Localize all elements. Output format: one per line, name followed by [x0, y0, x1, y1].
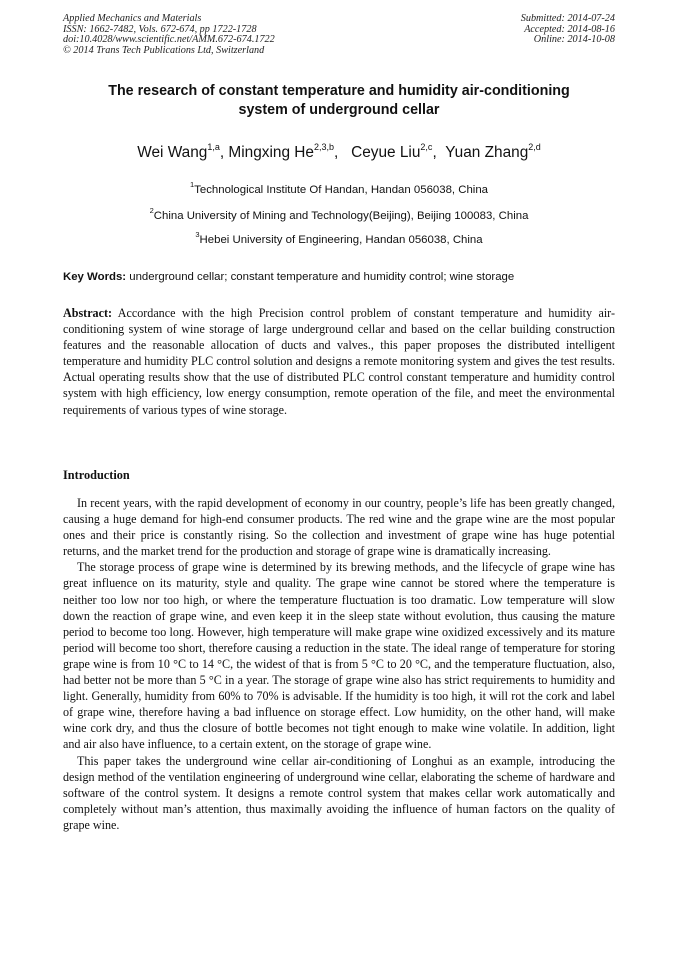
copyright-line: © 2014 Trans Tech Publications Ltd, Switzerland: [63, 44, 265, 56]
affiliation: [63, 231, 615, 246]
author-name: Yuan Zhang: [445, 144, 529, 162]
author-separator: ,: [334, 144, 352, 162]
keywords-section: [63, 271, 615, 283]
affiliation: [63, 207, 615, 222]
keywords-label: Key Words:: [63, 271, 127, 283]
affiliation-marker: 2: [149, 206, 154, 215]
accepted-date: Accepted: 2014-08-16: [524, 23, 615, 35]
introduction-body: [63, 495, 615, 833]
paragraph: This paper takes the underground wine cellar air-conditioning of Longhui as an example, introducing the design method of the ventilation engineering of underground wine cellar, elaborating the scheme of hardware and software of the control system. It designs a remote control system that makes cellar work automatically and completely without man’s attention, thus maximally avoiding the influence of human factors on the quality of grape wine.: [63, 753, 615, 832]
abstract-section: [63, 305, 615, 418]
author: [137, 143, 220, 162]
journal-name: Applied Mechanics and Materials: [63, 13, 202, 24]
author-list: [63, 143, 615, 162]
author-affil-marker: 2,3,b: [313, 142, 334, 152]
author-name: Ceyue Liu: [351, 144, 421, 162]
issn-line: ISSN: 1662-7482, Vols. 672-674, pp 1722-1728: [63, 23, 257, 35]
author-name: Mingxing He: [228, 144, 314, 162]
author-separator: ,: [432, 144, 446, 162]
affiliation-text: Hebei University of Engineering, Handan 056038, China: [199, 233, 483, 246]
submitted-date: Submitted: 2014-07-24: [520, 13, 615, 24]
title-line-2: system of underground cellar: [238, 102, 440, 118]
affiliation-text: China University of Mining and Technology(Beijing), Beijing 100083, China: [153, 209, 529, 222]
author: [445, 143, 541, 162]
affiliation: [63, 181, 615, 196]
author-affil-marker: 2,d: [528, 142, 541, 152]
doi-line[interactable]: doi:10.4028/www.scientific.net/AMM.672-674.1722: [63, 34, 275, 46]
author: [228, 143, 334, 162]
affiliation-marker: 1: [190, 180, 195, 189]
submission-dates: [415, 14, 615, 46]
abstract-text: Accordance with the high Precision control problem of constant temperature and humidity air-conditioning system of wine storage of large underground cellar and based on the cellar building construction features and the reasonable allocation of ducts and valves., this paper proposes the distributed intelligent temperature and humidity PLC control solution and designs a remote monitoring system and gives the test results. Actual operating results show that the use of distributed PLC control constant temperature and humidity control system with high efficiency, low energy consumption, remote operation of the file, and meet the environmental requirements of various types of wine storage.: [63, 306, 615, 417]
abstract-label: Abstract:: [63, 306, 113, 320]
affiliation-text: Technological Institute Of Handan, Handan 056038, China: [194, 183, 488, 196]
author-affil-marker: 1,a: [207, 142, 220, 152]
journal-info: [63, 14, 403, 56]
online-date: Online: 2014-10-08: [533, 34, 615, 46]
title-line-1: The research of constant temperature and humidity air-conditioning: [108, 83, 570, 99]
paragraph: In recent years, with the rapid development of economy in our country, people’s life has been greatly changed, causing a huge demand for high-end consumer products. The red wine and the grape wine are the most popular ones and their price is constantly rising. So the collection and investment of grape wine has huge potential returns, and the market trend for the production and storage of grape wine is dramatically increasing.: [63, 496, 615, 559]
keywords-text: underground cellar; constant temperature and humidity control; wine storage: [126, 271, 515, 283]
affiliation-marker: 3: [195, 230, 200, 239]
author-name: Wei Wang: [137, 144, 208, 162]
author: [351, 143, 432, 162]
paragraph: The storage process of grape wine is determined by its brewing methods, and the lifecycle of grape wine has great influence on its maturity, style and quality. The grape wine cannot be stored where the temperature is neither too low nor too high, or where the temperature fluctuation is too dramatic. Low temperature will slow down the reaction of grape wine, and even keep it in the sleep state without evolution, thus causing the mature period to become too long. However, high temperature will make grape wine oxidized excessively and its mature period will become too short, therefore causing a reduction in the state. The ideal range of temperature for storing grape wine is from 10 °C to 14 °C, the widest of that is from 5 °C to 20 °C, and the temperature fluctuation, also, had better not be more than 5 °C in a year. The storage of grape wine also has strict requirements to humidity and light. Generally, humidity from 60% to 70% is advisable. If the humidity is too high, it will rot the cork and label of grape wine, therefore having a bad influence on storage effect. Low humidity, on the other hand, will make wine cork dry, and thus the closure of bottle becomes not tight enough to make wine volatile. In addition, light and air also have influence, to a certain extent, on the storage of grape wine.: [63, 560, 615, 752]
paper-title: [63, 82, 615, 120]
author-affil-marker: 2,c: [420, 142, 433, 152]
section-heading-introduction: Introduction: [63, 468, 130, 482]
author-separator: ,: [219, 144, 229, 162]
